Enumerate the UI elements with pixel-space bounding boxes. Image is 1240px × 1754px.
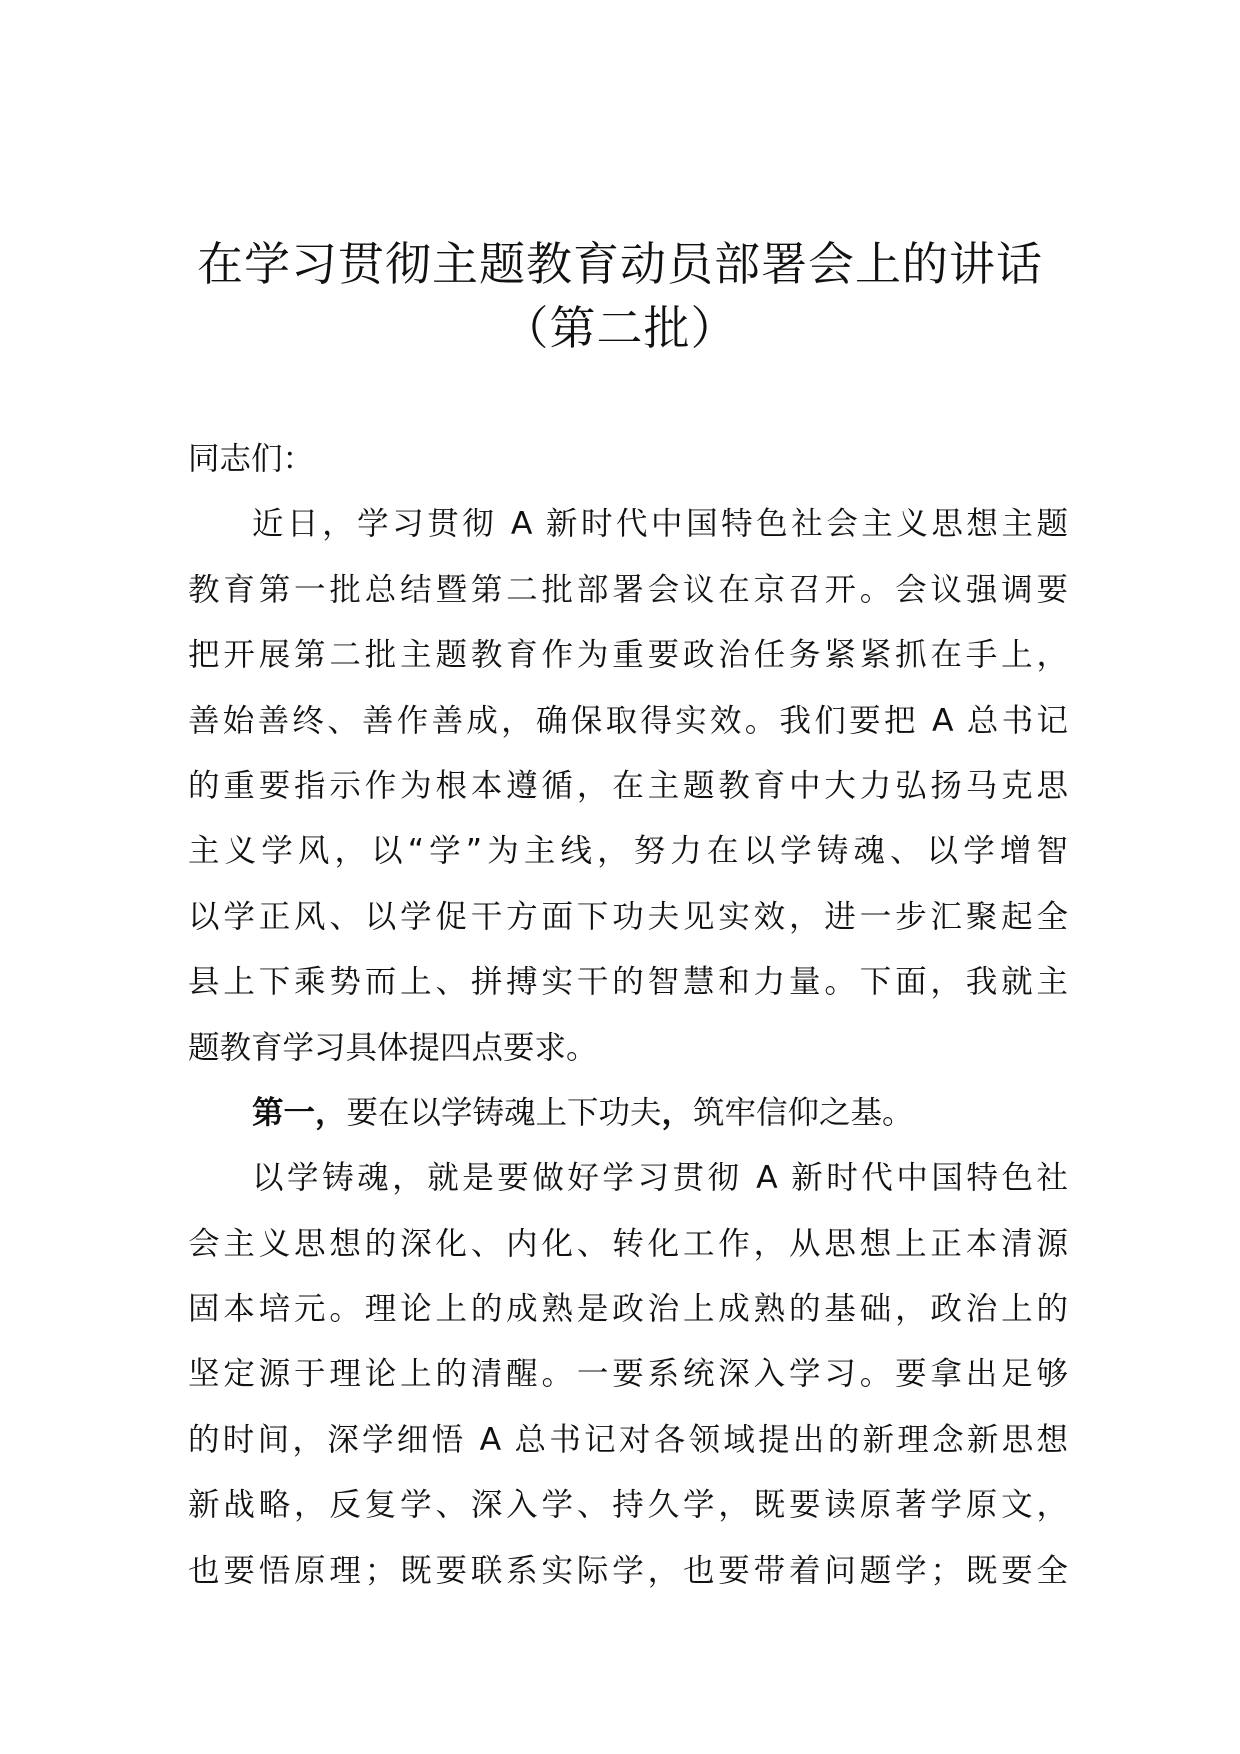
heading-comma: ，	[661, 1094, 694, 1131]
heading-text: 要在以学铸魂上下功夫	[346, 1094, 662, 1131]
heading-ordinal: 第一，	[252, 1094, 347, 1131]
paragraph-line: 新战略，反复学、深入学、持久学，既要读原著学原文，	[188, 1487, 1068, 1524]
paragraph-line: 以学铸魂，就是要做好学习贯彻 A 新时代中国特色社	[252, 1160, 1068, 1197]
paragraph-line: 题教育学习具体提四点要求。	[188, 1029, 598, 1066]
paragraph-line: 教育第一批总结暨第二批部署会议在京召开。会议强调要	[188, 571, 1068, 608]
document-subtitle: （第二批）	[502, 301, 738, 355]
section-heading	[188, 1081, 1068, 1146]
paragraph-line: 会主义思想的深化、内化、转化工作，从思想上正本清源	[188, 1225, 1068, 1262]
paragraph-line: 县上下乘势而上、拼搏实干的智慧和力量。下面，我就主	[188, 964, 1068, 1001]
salutation: 同志们：	[188, 441, 315, 477]
paragraph-line: 也要悟原理；既要联系实际学，也要带着问题学；既要全	[188, 1552, 1068, 1589]
paragraph-line: 把开展第二批主题教育作为重要政治任务紧紧抓在手上，	[188, 637, 1068, 674]
paragraph-line: 坚定源于理论上的清醒。一要系统深入学习。要拿出足够	[188, 1356, 1068, 1393]
paragraph-line: 固本培元。理论上的成熟是政治上成熟的基础，政治上的	[188, 1291, 1068, 1328]
document-title: 在学习贯彻主题教育动员部署会上的讲话	[197, 237, 1043, 291]
paragraph-line: 的重要指示作为根本遵循，在主题教育中大力弘扬马克思	[188, 767, 1068, 804]
paragraph-line: 主义学风，以“学”为主线，努力在以学铸魂、以学增智	[188, 833, 1068, 870]
paragraph-line: 以学正风、以学促干方面下功夫见实效，进一步汇聚起全	[188, 898, 1068, 935]
heading-text-2: 筑牢信仰之基。	[693, 1094, 914, 1131]
paragraph-line: 近日，学习贯彻 A 新时代中国特色社会主义思想主题	[252, 506, 1068, 543]
paragraph-line: 善始善终、善作善成，确保取得实效。我们要把 A 总书记	[188, 702, 1068, 739]
document-body	[188, 427, 1068, 1604]
paragraph-line: 的时间，深学细悟 A 总书记对各领域提出的新理念新思想	[188, 1421, 1068, 1458]
